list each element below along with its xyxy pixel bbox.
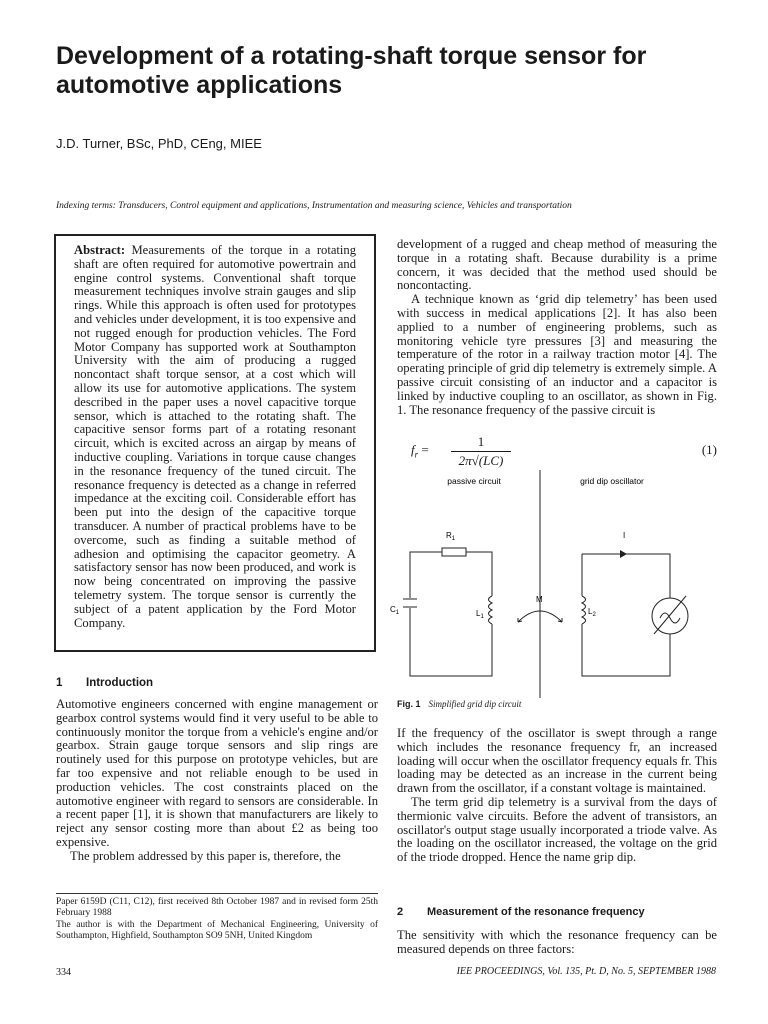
paragraph: development of a rugged and cheap method of measuring the torque in a rotating shaft. Because durability is a prime concern, it was decided that the method used should be noncontacting. [397, 237, 717, 293]
r1-label: $R_1$ [446, 531, 456, 542]
paragraph: The term grid dip telemetry is a survival from the days of thermionic valve circuits. Before the advent of transistors, an oscillator's output stage usually incorporated a triode valve. As the loading on the oscillator increased, the voltage on the grid of the triode dropped. Hence the name grip dip. [397, 794, 717, 865]
oscillator-circuit [582, 554, 688, 676]
section-2-body [397, 929, 717, 957]
i-label: I [623, 531, 626, 540]
right-column-top [397, 238, 717, 417]
footnote [56, 897, 378, 943]
section-1-body [56, 698, 378, 864]
equation-subscript: r [414, 449, 419, 460]
footnote-rule [56, 893, 378, 894]
equation-1 [397, 434, 717, 470]
paragraph: The problem addressed by this paper is, therefore, the [70, 848, 341, 863]
indexing-terms: Indexing terms: Transducers, Control equipment and applications, Instrumentation and measuring science, Vehicles and transportation [56, 201, 572, 211]
abstract-body: Measurements of the torque in a rotating shaft are often required for automotive powertrain and engine control systems. Conventional shaft torque measurement techniques involve strain gauges and slip rings. While this approach is often used for prototypes and vehicles under development, it is too expensive and not rugged enough for production vehicles. The Ford Motor Company has supported work at Southampton University with the aim of producing a rugged noncontact shaft torque sensor, at a cost which will allow its use for automotive applications. The system described in the paper uses a novel capacitive torque sensor, which is attached to the rotating shaft. The capacitive sensor forms part of a rotating resonant circuit, which is excited across an airgap by means of inductive coupling. Variations in torque cause changes in the resonance frequency of the tuned circuit. The resonance frequency is detected as a change in referred impedance at the exciting coil. Considerable effort has been put into the design of the capacitive torque transducer. A number of practical problems have to be overcome, such as finding a suitable method of adhesion and optimising the capacitor geometry. A satisfactory sensor has now been produced, and work is now being concentrated on improving the passive telemetry system. The torque sensor is currently the subject of a patent application by the Ford Motor Company. [74, 243, 357, 630]
caption-label: Fig. 1 [397, 699, 421, 709]
caption-text: Simplified grid dip circuit [428, 699, 522, 709]
abstract [74, 244, 356, 630]
right-column-bottom [397, 727, 717, 865]
paragraph: A technique known as ‘grid dip telemetry’ has been used with success in medical applications [2]. It has also been applied to a number of engineering problems, such as monitoring vehicle tyre pressures [3] and measuring the temperature of the rotor in a railway traction motor [4]. The operating principle of grid dip telemetry is extremely simple. A passive circuit consisting of an inductor and a capacitor is linked by inductive coupling to an oscillator, as shown in Fig. 1. The resonance frequency of the passive circuit is [397, 292, 717, 417]
figure-1-circuit-diagram [380, 468, 720, 700]
author-affiliation: The author is with the Department of Mechanical Engineering, University of Southampton, Highfield, Southampton SO9 5NH, United Kingdom [56, 920, 378, 941]
l1-label: $L_1$ [476, 609, 484, 620]
paragraph: Automotive engineers concerned with engine management or gearbox control systems would find it very useful to be able to continuously monitor the torque from a vehicle's engine and/or gearbox. Strain gauge torque sensors and slip rings are routinely used for this purpose on prototype vehicles, but are far too expensive and not reliable enough to be used in production vehicles. The cost constraints placed on the automotive engineer with regard to sensors are considerable. In a recent paper [1], it is shown that manufacturers are likely to reject any sensor costing more than about £2 as being too expensive. [56, 697, 378, 849]
section-title: Introduction [86, 677, 154, 689]
equation-equals: = [421, 442, 429, 457]
paper-title: Development of a rotating-shaft torque sensor for automotive applications [56, 42, 647, 99]
section-title: Measurement of the resonance frequency [427, 906, 645, 918]
equation-lhs [411, 442, 429, 460]
equation-variable: f [411, 442, 415, 457]
current-arrow-icon [620, 550, 627, 558]
abstract-label: Abstract: [74, 243, 126, 257]
section-number: 2 [397, 906, 404, 918]
paragraph: The sensitivity with which the resonance frequency can be measured depends on three factors: [397, 928, 717, 956]
author-line: J.D. Turner, BSc, PhD, CEng, MIEE [56, 136, 262, 151]
m-label: M [536, 595, 543, 604]
journal-reference: IEE PROCEEDINGS, Vol. 135, Pt. D, No. 5, SEPTEMBER 1988 [456, 966, 716, 977]
equation-fraction [451, 434, 511, 469]
section-number: 1 [56, 677, 63, 689]
l2-label: $L_2$ [588, 607, 596, 618]
equation-number: (1) [701, 442, 717, 457]
passive-circuit-label: passive circuit [447, 476, 501, 486]
oscillator-label: grid dip oscillator [580, 476, 644, 486]
paragraph: If the frequency of the oscillator is swept through a range which includes the resonance frequency fr, an increased loading will occur when the oscillator frequency equals fr. This loading may be detected as an increase in the current being drawn from the oscillator, if a constant voltage is maintained. [397, 726, 717, 796]
equation-denominator: 2π√(LC) [458, 453, 504, 468]
c1-label: $C_1$ [390, 605, 400, 616]
page-number: 334 [56, 967, 71, 978]
equation-numerator: 1 [451, 434, 511, 452]
paper-info: Paper 6159D (C11, C12), first received 8th October 1987 and in revised form 25th February 1988 [56, 897, 378, 918]
section-1-heading [56, 677, 153, 689]
section-2-heading [397, 906, 645, 918]
figure-1-caption [397, 699, 521, 709]
